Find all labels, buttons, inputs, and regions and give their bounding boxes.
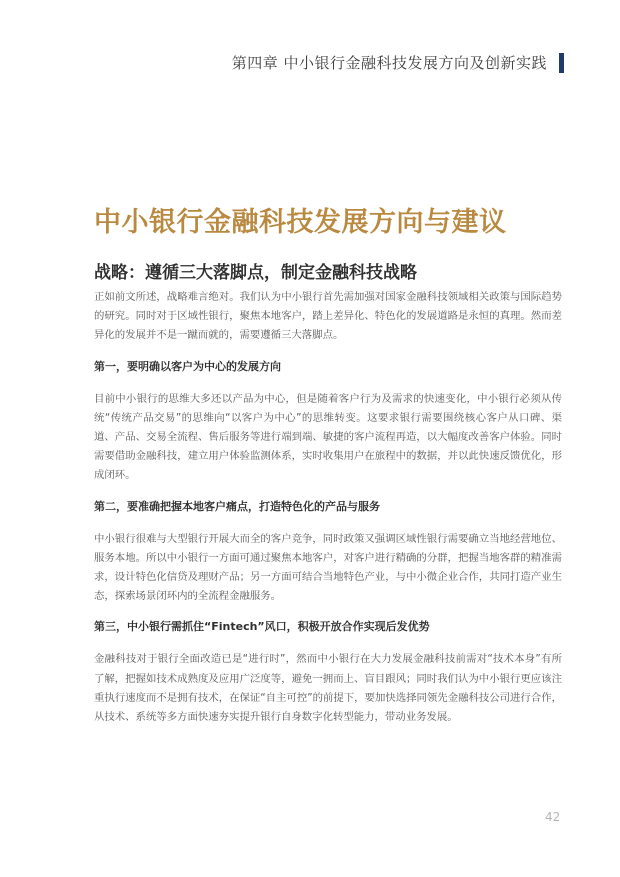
section-body-1: 目前中小银行的思维大多还以产品为中心，但是随着客户行为及需求的快速变化，中小银行必须从传统“传统产品交易”的思维向“以客户为中心”的思维转变。这要求银行需要围绕核心客户从口碑、渠道、产品、交易全流程、售后服务等进行端到端、敏捷的客户流程再造，以大幅度改善客户体验。同时需要借助金融科技，建立用户体验监测体系，实时收集用户在旅程中的数据，并以此快速反馈优化，形成闭环。	[94, 392, 562, 482]
section-heading-1: 第一，要明确以客户为中心的发展方向	[94, 359, 281, 373]
article-body	[94, 288, 562, 727]
chapter-title: 第四章 中小银行金融科技发展方向及创新实践	[231, 54, 547, 72]
section-body-2: 中小银行很难与大型银行开展大而全的客户竞争，同时政策又强调区域性银行需要确立当地经营地位、服务本地。所以中小银行一方面可通过聚焦本地客户，对客户进行精确的分群，把握当地客群的精准需求，设计特色化信贷及理财产品；另一方面可结合当地特色产业，与中小微企业合作，共同打造产业生态，探索场景闭环内的全流程金融服务。	[94, 532, 562, 603]
section-subtitle: 战略：遵循三大落脚点，制定金融科技战略	[94, 263, 417, 283]
header-accent-bar	[559, 53, 564, 73]
page-header	[232, 52, 564, 73]
section-heading-2: 第二，要准确把握本地客户痛点，打造特色化的产品与服务	[94, 499, 380, 513]
section-heading-3: 第三，中小银行需抓住“Fintech”风口，积极开放合作实现后发优势	[94, 620, 430, 634]
intro-paragraph: 正如前文所述，战略难言绝对。我们认为中小银行首先需加强对国家金融科技领域相关政策与国际趋势的研究。同时对于区域性银行，聚焦本地客户，踏上差异化、特色化的发展道路是永恒的真理。然而差异化的发展并不是一蹴而就的，需要遵循三大落脚点。	[94, 291, 562, 342]
section-body-3: 金融科技对于银行全面改造已是“进行时”，然而中小银行在大力发展金融科技前需对“技术本身”有所了解，把握如技术成熟度及应用广泛度等，避免一拥而上、盲目跟风；同时我们认为中小银行更应该注重执行速度而不是拥有技术，在保证“自主可控”的前提下，要加快选择同领先金融科技公司进行合作，从技术、系统等多方面快速夯实提升银行自身数字化转型能力，带动业务发展。	[94, 653, 562, 724]
page-title: 中小银行金融科技发展方向与建议	[94, 207, 507, 238]
page-number: 42	[545, 810, 561, 824]
